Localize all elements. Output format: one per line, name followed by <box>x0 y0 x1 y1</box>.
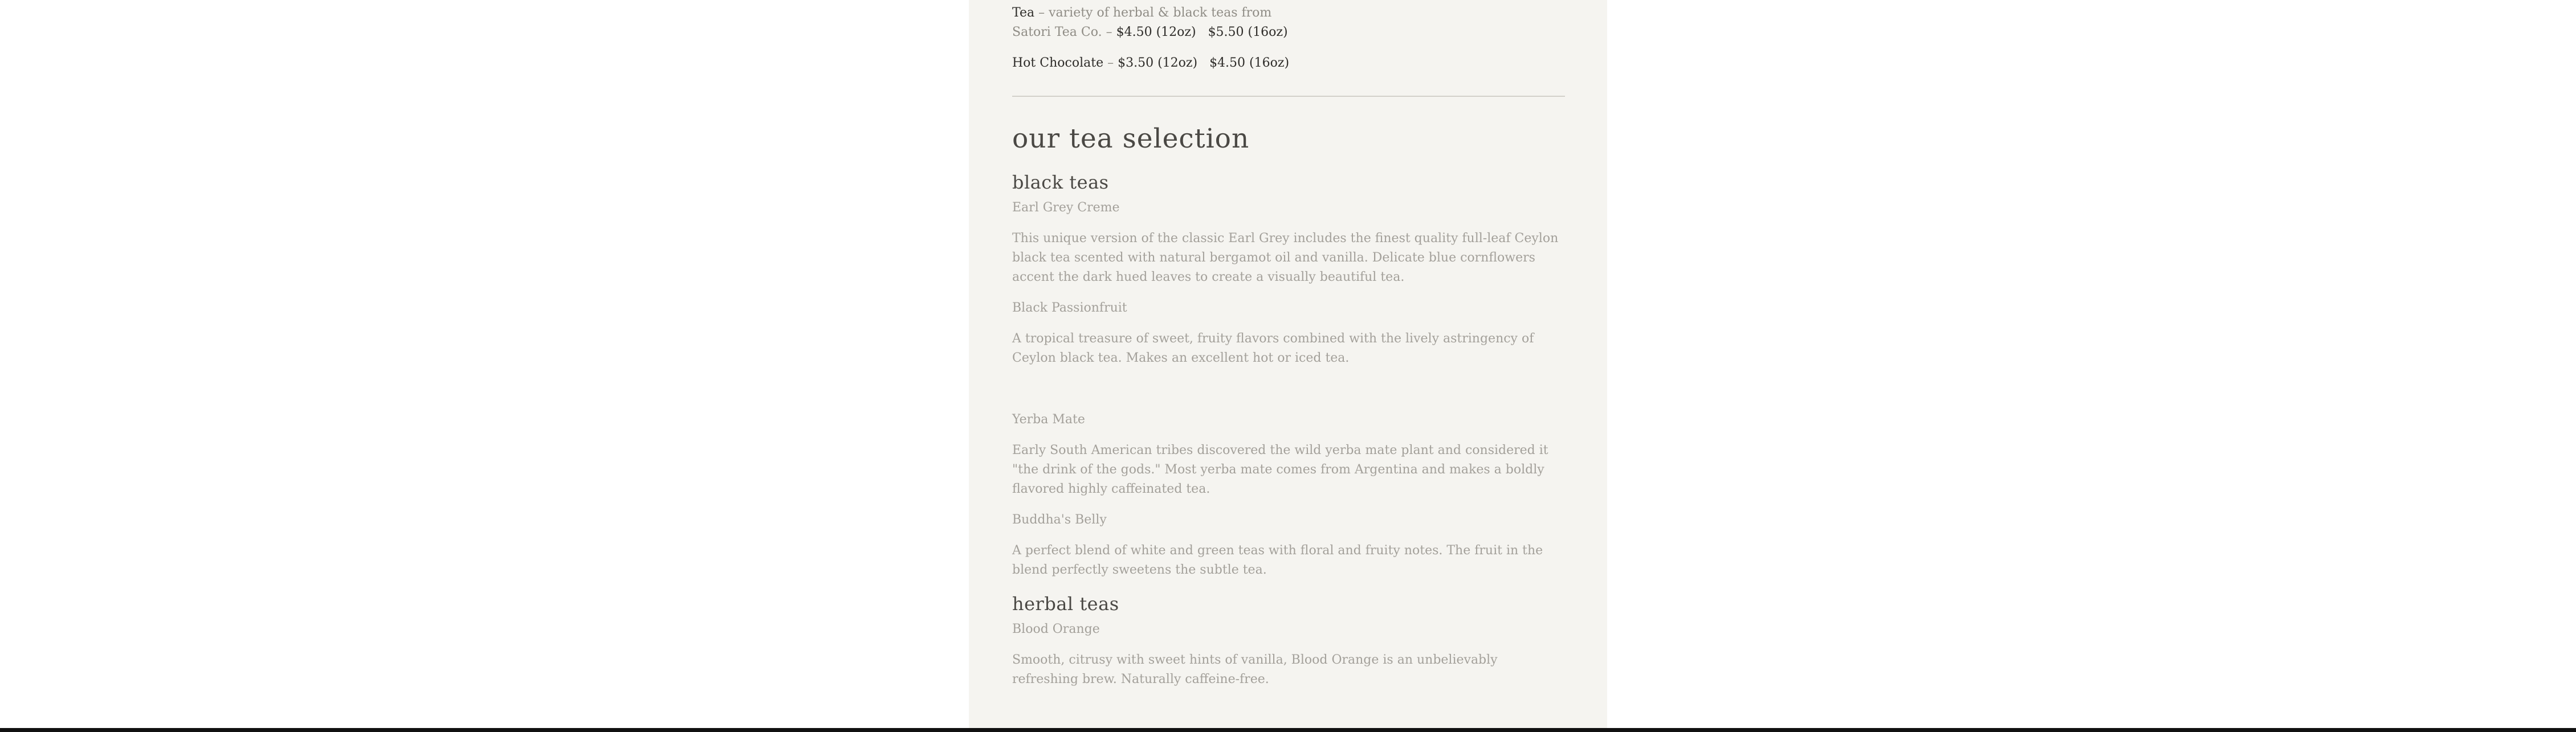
bottom-bar <box>0 728 2576 732</box>
section-divider <box>1012 96 1565 97</box>
tea-price-line <box>1012 3 1565 42</box>
tea-item-label: Tea <box>1012 6 1035 20</box>
hot-chocolate-item-label: Hot Chocolate <box>1012 56 1104 70</box>
tea-price-small: $4.50 (12oz) <box>1116 25 1196 39</box>
tea-name-earl-grey-creme: Earl Grey Creme <box>1012 201 1120 215</box>
tea-desc-earl-grey-creme: This unique version of the classic Earl Grey includes the finest quality full-leaf Ceylon black tea scented with natural bergamot oil and vanilla. Delicate blue cornflowers accent the dark hued leaves to create a visually beautiful tea. <box>1012 231 1559 284</box>
hot-chocolate-separator: – <box>1103 56 1118 70</box>
menu-content <box>1012 0 1565 689</box>
menu-page <box>969 0 1607 732</box>
tea-name-yerba-mate: Yerba Mate <box>1012 412 1085 427</box>
black-teas-heading: black teas <box>1012 171 1109 193</box>
tea-name-buddhas-belly: Buddha's Belly <box>1012 513 1107 527</box>
tea-source: Satori Tea Co. – <box>1012 25 1116 39</box>
tea-desc-blood-orange: Smooth, citrusy with sweet hints of vanilla, Blood Orange is an unbelievably refreshing brew. Naturally caffeine-free. <box>1012 653 1498 686</box>
tea-desc-yerba-mate: Early South American tribes discovered the wild yerba mate plant and considered it "the drink of the gods." Most yerba mate comes from Argentina and makes a boldly flavored highly caffeinated tea. <box>1012 443 1548 496</box>
tea-name-blood-orange: Blood Orange <box>1012 622 1100 636</box>
tea-desc-black-passionfruit: A tropical treasure of sweet, fruity flavors combined with the lively astringency of Ceylon black tea. Makes an excellent hot or iced tea. <box>1012 332 1534 365</box>
tea-price-large: $5.50 (16oz) <box>1208 25 1288 39</box>
tea-name-black-passionfruit: Black Passionfruit <box>1012 301 1127 315</box>
tea-item-description: – variety of herbal & black teas from <box>1034 6 1272 20</box>
hot-chocolate-price-line <box>1012 54 1565 73</box>
hot-chocolate-price-large: $4.50 (16oz) <box>1209 56 1290 70</box>
hot-chocolate-price-small: $3.50 (12oz) <box>1118 56 1198 70</box>
herbal-teas-heading: herbal teas <box>1012 593 1119 615</box>
tea-desc-buddhas-belly: A perfect blend of white and green teas with floral and fruity notes. The fruit in the blend perfectly sweetens the subtle tea. <box>1012 543 1543 577</box>
tea-section-title: our tea selection <box>1012 123 1250 154</box>
